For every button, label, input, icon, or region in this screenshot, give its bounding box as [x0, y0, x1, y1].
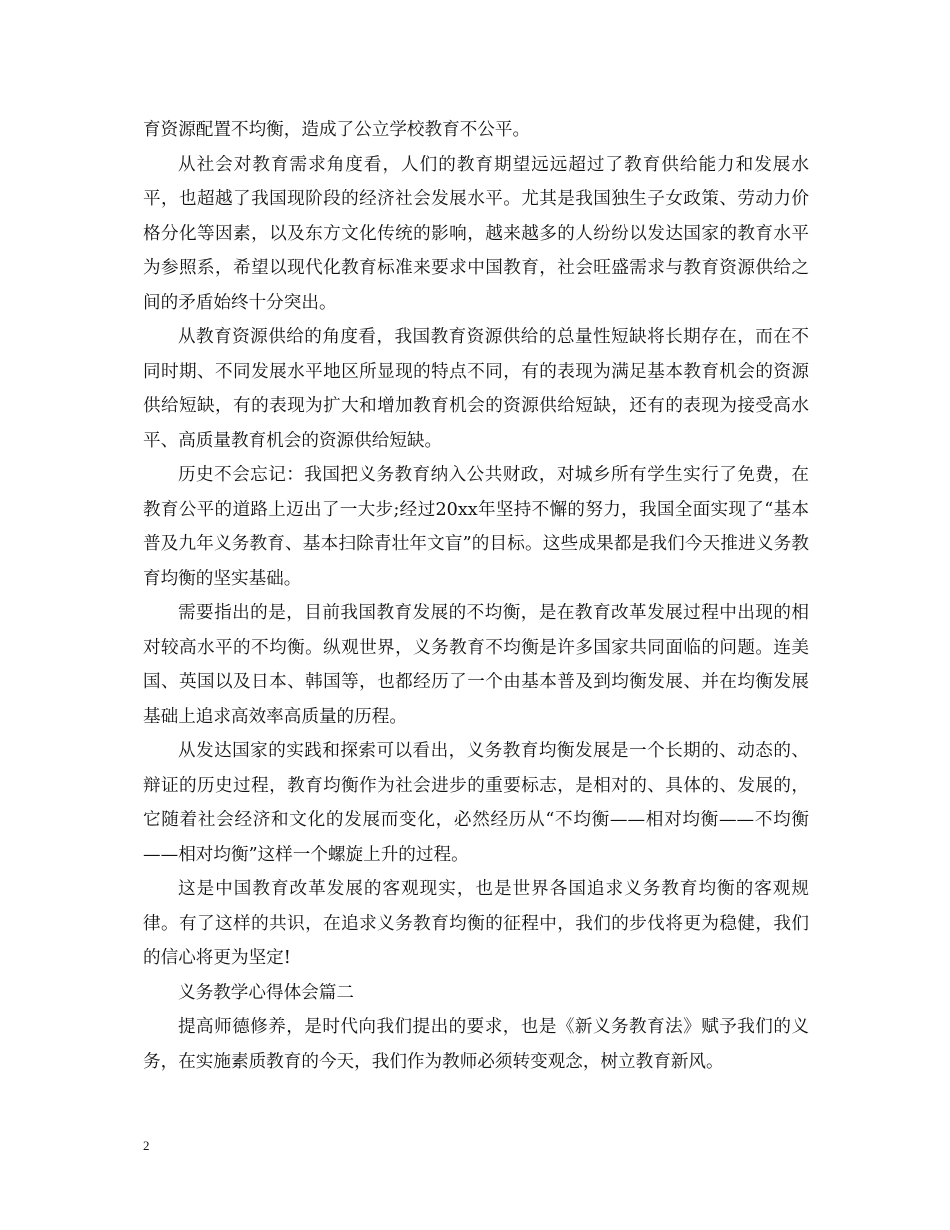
page-number: 2	[143, 1138, 150, 1153]
paragraph-continuation: 育资源配置不均衡，造成了公立学校教育不公平。	[143, 120, 531, 140]
paragraph-imbalance: 需要指出的是，目前我国教育发展的不均衡，是在教育改革发展过程中出现的相对较高水平的不均衡。纵观世界，义务教育不均衡是许多国家共同面临的问题。连美国、英国以及日本、韩国等，也都经历了一个由基本普及到均衡发展、并在均衡发展基础上追求高效率高质量的历程。	[143, 603, 809, 727]
paragraph-objective-reality: 这是中国教育改革发展的客观现实，也是世界各国追求义务教育均衡的客观规律。有了这样的共识，在追求义务教育均衡的征程中，我们的步伐将更为稳健，我们的信心将更为坚定!	[143, 879, 809, 968]
paragraph-history: 历史不会忘记：我国把义务教育纳入公共财政，对城乡所有学生实行了免费，在教育公平的道路上迈出了一大步;经过20xx年坚持不懈的努力，我国全面实现了“基本普及九年义务教育、基本扫除青壮年文盲”的目标。这些成果都是我们今天推进义务教育均衡的坚实基础。	[143, 465, 809, 589]
section-heading: 义务教学心得体会篇二	[178, 982, 354, 1003]
document-body	[143, 113, 809, 1079]
paragraph-teacher-ethics: 提高师德修养，是时代向我们提出的要求，也是《新义务教育法》赋予我们的义务，在实施素质教育的今天，我们作为教师必须转变观念，树立教育新风。	[143, 1017, 809, 1072]
paragraph-social-demand: 从社会对教育需求角度看，人们的教育期望远远超过了教育供给能力和发展水平，也超越了我国现阶段的经济社会发展水平。尤其是我国独生子女政策、劳动力价格分化等因素，以及东方文化传统的影响，越来越多的人纷纷以发达国家的教育水平为参照系，希望以现代化教育标准来要求中国教育，社会旺盛需求与教育资源供给之间的矛盾始终十分突出。	[143, 154, 809, 313]
paragraph-resource-supply: 从教育资源供给的角度看，我国教育资源供给的总量性短缺将长期存在，而在不同时期、不同发展水平地区所显现的特点不同，有的表现为满足基本教育机会的资源供给短缺，有的表现为扩大和增加教育机会的资源供给短缺，还有的表现为接受高水平、高质量教育机会的资源供给短缺。	[143, 327, 809, 451]
paragraph-developed-countries: 从发达国家的实践和探索可以看出，义务教育均衡发展是一个长期的、动态的、辩证的历史过程，教育均衡作为社会进步的重要标志，是相对的、具体的、发展的，它随着社会经济和文化的发展而变化，必然经历从“不均衡——相对均衡——不均衡——相对均衡”这样一个螺旋上升的过程。	[143, 741, 809, 865]
